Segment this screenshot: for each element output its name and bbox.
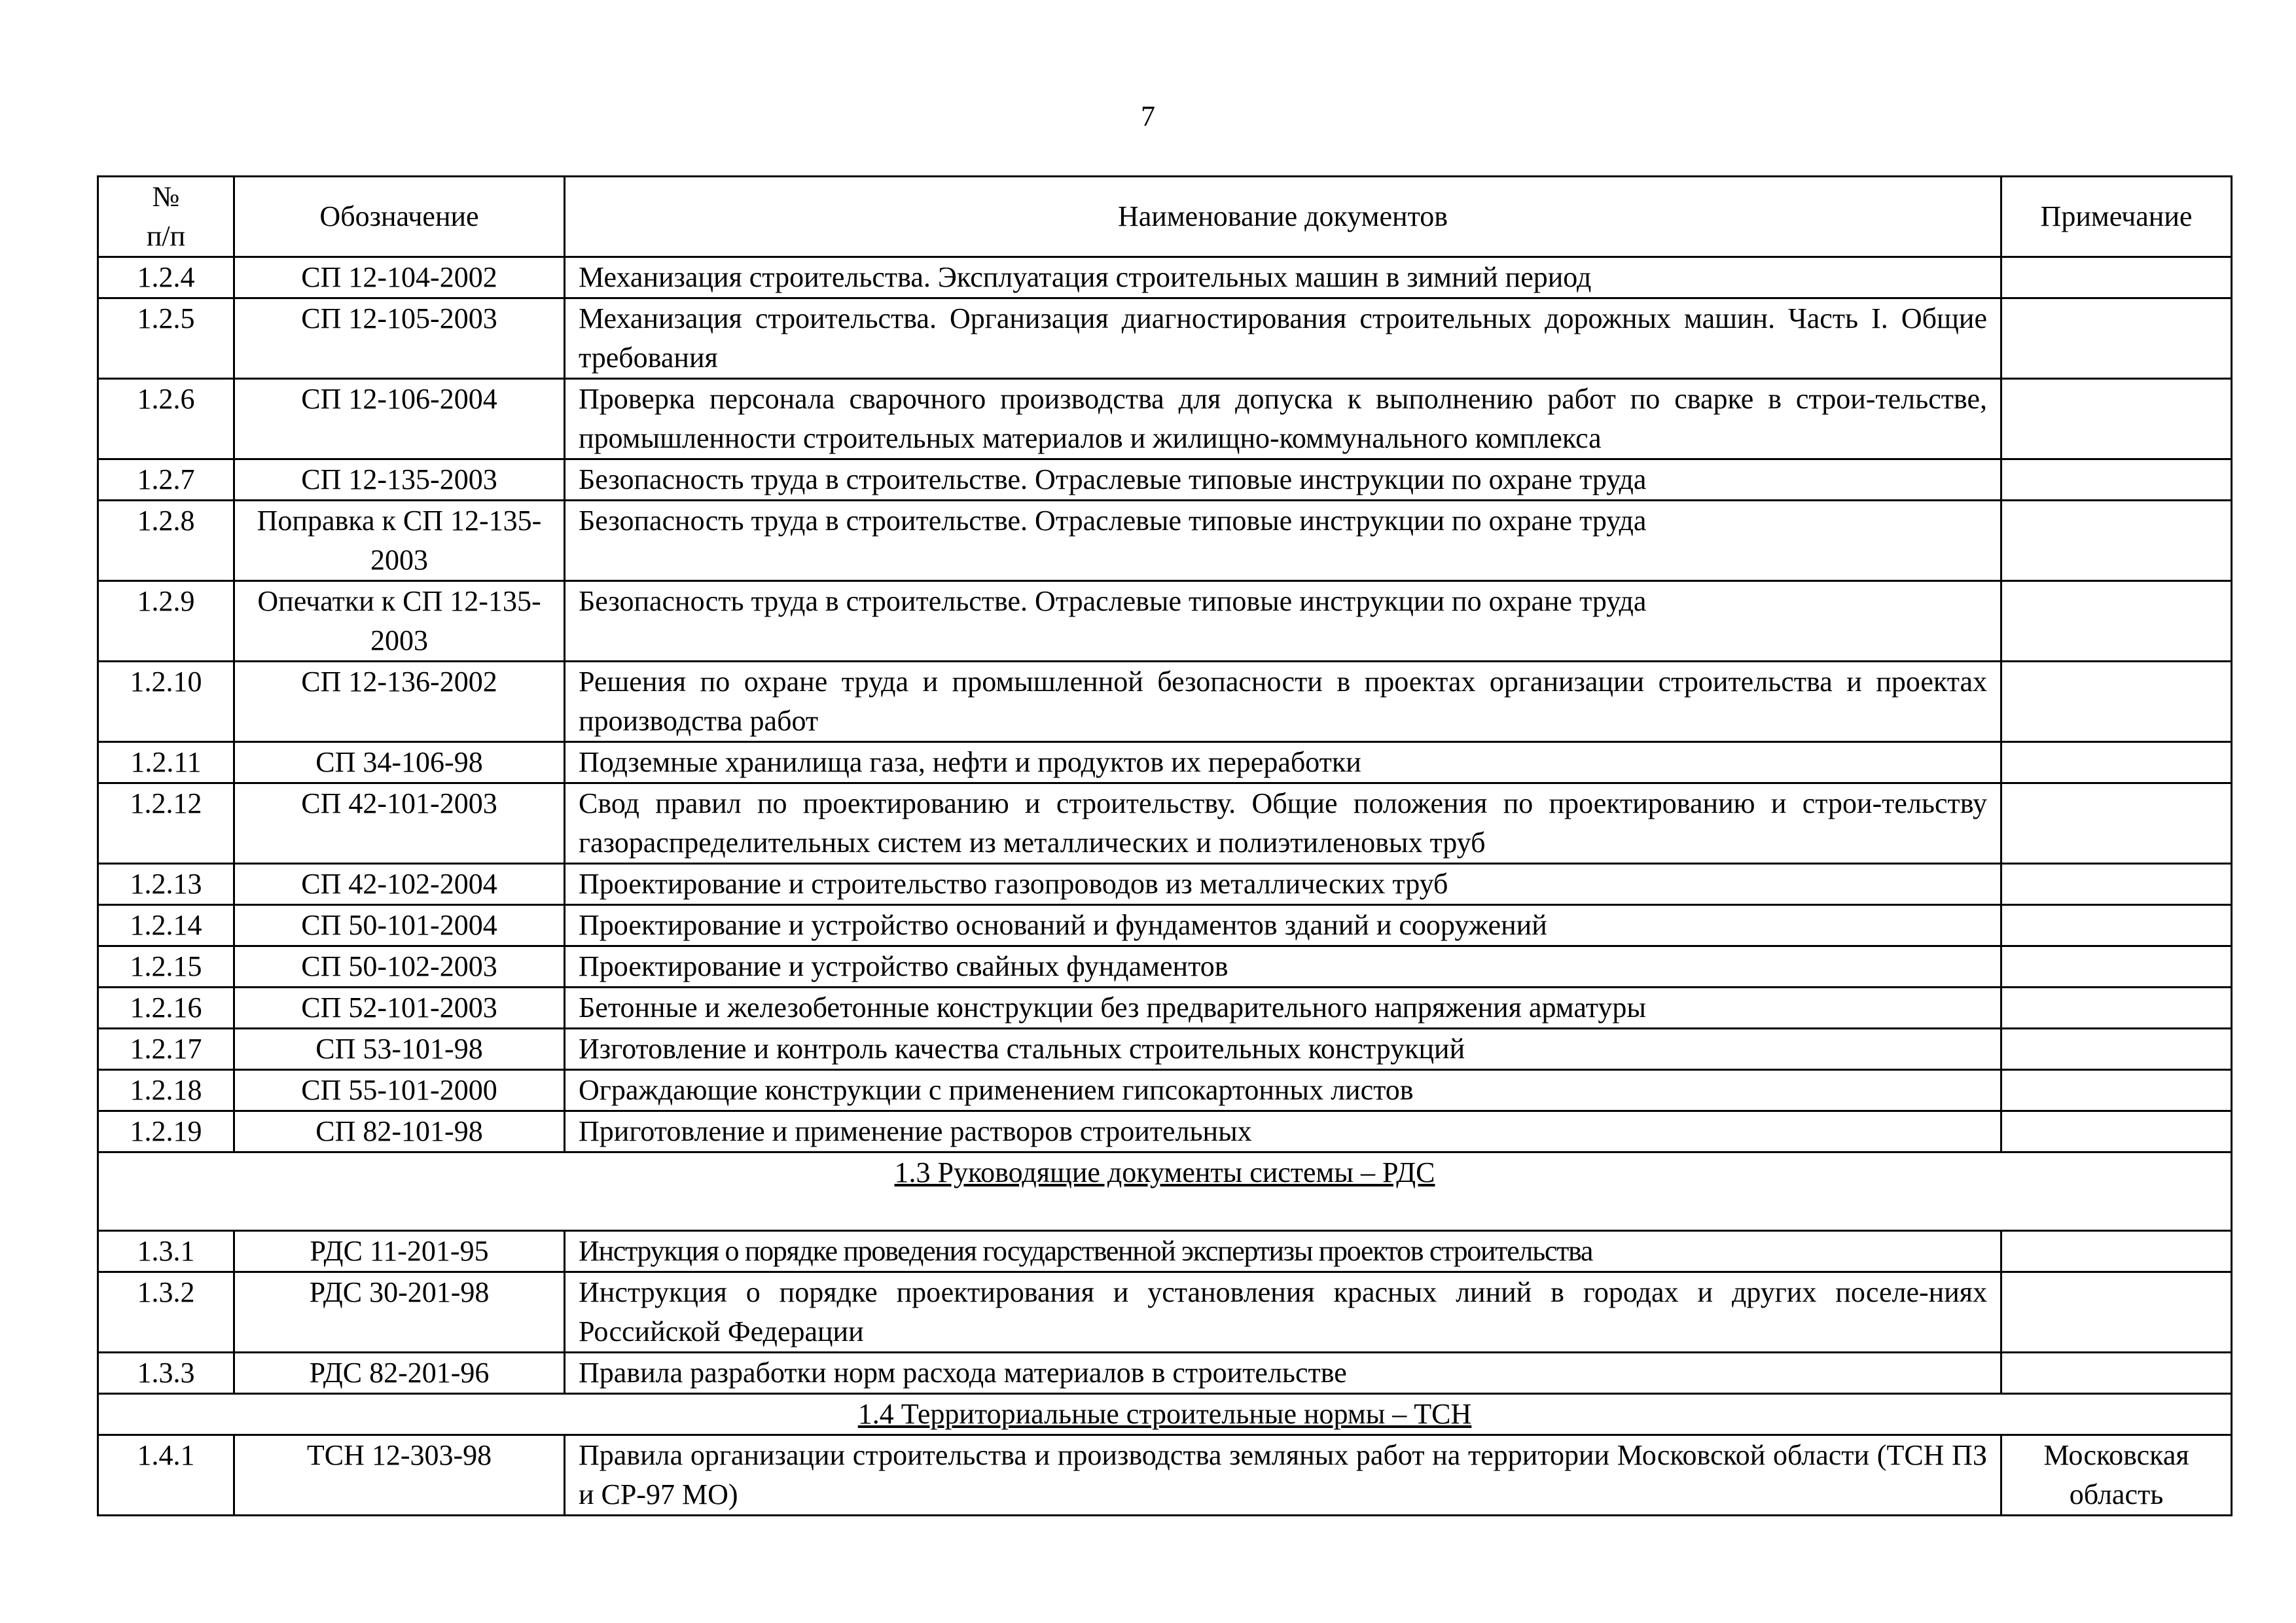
row-name: Изготовление и контроль качества стальных строительных конструкций — [565, 1029, 2001, 1070]
row-num: 1.2.11 — [98, 742, 234, 783]
row-name: Безопасность труда в строительстве. Отраслевые типовые инструкции по охране труда — [565, 459, 2001, 501]
row-num: 1.2.5 — [98, 298, 234, 379]
row-designation: СП 82-101-98 — [234, 1111, 565, 1152]
table-row — [98, 905, 2232, 946]
row-designation: РДС 82-201-96 — [234, 1353, 565, 1394]
row-note — [2001, 298, 2232, 379]
row-num: 1.3.3 — [98, 1353, 234, 1394]
row-note — [2001, 1029, 2232, 1070]
row-designation: СП 42-102-2004 — [234, 864, 565, 905]
section-title-1-3: 1.3 Руководящие документы системы – РДС — [98, 1152, 2232, 1231]
row-note: Московская область — [2001, 1435, 2232, 1516]
row-designation: СП 42-101-2003 — [234, 783, 565, 864]
row-note — [2001, 459, 2232, 501]
row-name: Решения по охране труда и промышленной безопасности в проектах организации строительства и проектах производства работ — [565, 662, 2001, 742]
row-num: 1.2.4 — [98, 257, 234, 298]
row-designation: СП 50-102-2003 — [234, 946, 565, 988]
row-note — [2001, 946, 2232, 988]
table-row — [98, 1435, 2232, 1516]
table-row — [98, 1231, 2232, 1272]
row-name: Ограждающие конструкции с применением гипсокартонных листов — [565, 1070, 2001, 1111]
row-designation: РДС 30-201-98 — [234, 1272, 565, 1353]
row-num: 1.2.16 — [98, 988, 234, 1029]
row-designation: СП 55-101-2000 — [234, 1070, 565, 1111]
row-designation: СП 53-101-98 — [234, 1029, 565, 1070]
row-note — [2001, 1070, 2232, 1111]
row-num: 1.2.13 — [98, 864, 234, 905]
row-note — [2001, 662, 2232, 742]
row-designation: СП 12-104-2002 — [234, 257, 565, 298]
row-note — [2001, 783, 2232, 864]
header-num-line2: п/п — [146, 220, 186, 252]
row-num: 1.2.15 — [98, 946, 234, 988]
row-designation: СП 12-135-2003 — [234, 459, 565, 501]
row-name: Инструкция о порядке проектирования и установления красных линий в городах и других поселе-ниях Российской Федерации — [565, 1272, 2001, 1353]
row-designation: Поправка к СП 12-135-2003 — [234, 501, 565, 581]
row-name — [565, 1231, 2001, 1272]
row-num: 1.2.6 — [98, 379, 234, 459]
table-row — [98, 1353, 2232, 1394]
row-name: Безопасность труда в строительстве. Отраслевые типовые инструкции по охране труда — [565, 501, 2001, 581]
row-note — [2001, 1272, 2232, 1353]
row-num: 1.3.1 — [98, 1231, 234, 1272]
table-header — [98, 177, 2232, 257]
table-row — [98, 742, 2232, 783]
table-row — [98, 379, 2232, 459]
row-designation: Опечатки к СП 12-135-2003 — [234, 581, 565, 662]
row-num: 1.2.10 — [98, 662, 234, 742]
row-note — [2001, 742, 2232, 783]
table-row — [98, 1272, 2232, 1353]
row-note — [2001, 379, 2232, 459]
table-row — [98, 257, 2232, 298]
row-note — [2001, 501, 2232, 581]
header-name: Наименование документов — [565, 177, 2001, 257]
table-row — [98, 1111, 2232, 1152]
row-name: Проверка персонала сварочного производства для допуска к выполнению работ по сварке в строи-тельстве, промышленности строительных материалов и жилищно-коммунального комплекса — [565, 379, 2001, 459]
row-designation: СП 12-105-2003 — [234, 298, 565, 379]
documents-table — [97, 175, 2233, 1516]
header-designation: Обозначение — [234, 177, 565, 257]
table-row — [98, 988, 2232, 1029]
row-name-text: Инструкция о порядке проведения государственной экспертизы проектов строительства — [579, 1235, 1593, 1267]
row-designation: СП 12-136-2002 — [234, 662, 565, 742]
row-num: 1.2.14 — [98, 905, 234, 946]
table-row — [98, 662, 2232, 742]
section-row-1-3 — [98, 1152, 2232, 1231]
row-designation: СП 50-101-2004 — [234, 905, 565, 946]
row-note — [2001, 988, 2232, 1029]
row-name: Проектирование и устройство оснований и фундаментов зданий и сооружений — [565, 905, 2001, 946]
row-note — [2001, 905, 2232, 946]
table-row — [98, 783, 2232, 864]
row-num: 1.2.19 — [98, 1111, 234, 1152]
row-num: 1.2.12 — [98, 783, 234, 864]
table-row — [98, 1029, 2232, 1070]
table-body — [98, 257, 2232, 1516]
row-num: 1.4.1 — [98, 1435, 234, 1516]
row-note — [2001, 1231, 2232, 1272]
row-name: Проектирование и строительство газопроводов из металлических труб — [565, 864, 2001, 905]
row-name: Механизация строительства. Эксплуатация строительных машин в зимний период — [565, 257, 2001, 298]
row-note — [2001, 257, 2232, 298]
row-name: Подземные хранилища газа, нефти и продуктов их переработки — [565, 742, 2001, 783]
row-num: 1.2.7 — [98, 459, 234, 501]
section-title-1-4: 1.4 Территориальные строительные нормы – ТСН — [98, 1394, 2232, 1435]
table-row — [98, 864, 2232, 905]
table-row — [98, 1070, 2232, 1111]
row-num: 1.3.2 — [98, 1272, 234, 1353]
row-name: Свод правил по проектированию и строительству. Общие положения по проектированию и строи-тельству газораспределительных систем из металлических и полиэтиленовых труб — [565, 783, 2001, 864]
row-note — [2001, 1353, 2232, 1394]
row-name: Приготовление и применение растворов строительных — [565, 1111, 2001, 1152]
row-name: Бетонные и железобетонные конструкции без предварительного напряжения арматуры — [565, 988, 2001, 1029]
row-note — [2001, 581, 2232, 662]
header-num — [98, 177, 234, 257]
row-name: Правила организации строительства и производства земляных работ на территории Московской области (ТСН ПЗ и СР-97 МО) — [565, 1435, 2001, 1516]
table-row — [98, 946, 2232, 988]
row-name: Правила разработки норм расхода материалов в строительстве — [565, 1353, 2001, 1394]
row-designation: СП 12-106-2004 — [234, 379, 565, 459]
table-row — [98, 581, 2232, 662]
row-designation: ТСН 12-303-98 — [234, 1435, 565, 1516]
row-num: 1.2.17 — [98, 1029, 234, 1070]
table-row — [98, 298, 2232, 379]
row-note — [2001, 864, 2232, 905]
row-note — [2001, 1111, 2232, 1152]
row-num: 1.2.8 — [98, 501, 234, 581]
table-row — [98, 501, 2232, 581]
row-designation: СП 52-101-2003 — [234, 988, 565, 1029]
row-num: 1.2.18 — [98, 1070, 234, 1111]
header-num-line1: № — [152, 181, 180, 213]
row-num: 1.2.9 — [98, 581, 234, 662]
row-name: Безопасность труда в строительстве. Отраслевые типовые инструкции по охране труда — [565, 581, 2001, 662]
table-row — [98, 459, 2232, 501]
section-row-1-4 — [98, 1394, 2232, 1435]
row-designation: РДС 11-201-95 — [234, 1231, 565, 1272]
row-designation: СП 34-106-98 — [234, 742, 565, 783]
page-number: 7 — [1141, 100, 1155, 132]
row-name: Проектирование и устройство свайных фундаментов — [565, 946, 2001, 988]
row-name: Механизация строительства. Организация диагностирования строительных дорожных машин. Часть I. Общие требования — [565, 298, 2001, 379]
header-note: Примечание — [2001, 177, 2232, 257]
